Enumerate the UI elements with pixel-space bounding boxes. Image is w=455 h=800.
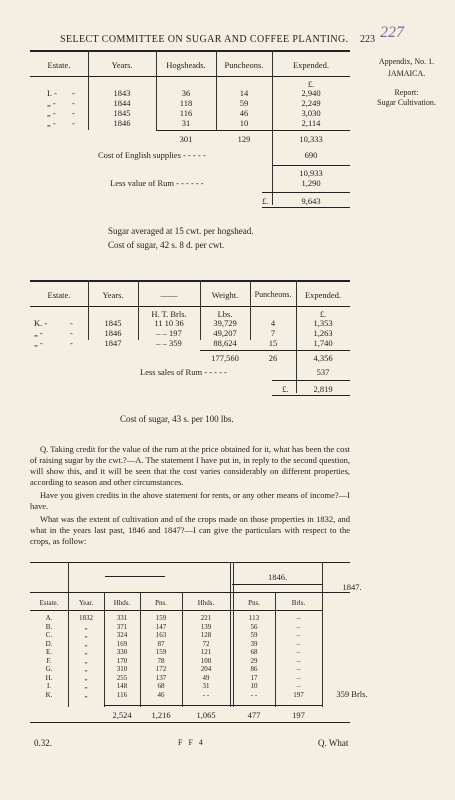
table-row-estate: „ -	[47, 108, 56, 118]
table-row-puncheons: 46	[239, 108, 249, 118]
table-row-year: 1846	[113, 118, 131, 128]
table-3-cell-estate: F.	[46, 656, 52, 665]
note-sugar-cost-2: Cost of sugar, 43 s. per 100 lbs.	[120, 414, 234, 424]
table-row-dash: -	[72, 118, 75, 128]
table-2-total-expended: 4,356	[313, 353, 333, 363]
table-2-header: Puncheons.	[254, 290, 292, 299]
table-3-header: Estate.	[39, 599, 59, 607]
table-1-header: Estate.	[47, 60, 71, 70]
table-3-cell-estate: K.	[45, 690, 53, 699]
subtotal-value: 10,933	[299, 168, 323, 178]
table-3-cell-brls-1846: –	[296, 673, 301, 682]
table-row-expended: 2,940	[301, 88, 321, 98]
rum-sales-label: Less sales of Rum - - - - -	[140, 367, 227, 377]
table-row-expended: 1,263	[313, 328, 333, 338]
table-3-dash-rule	[105, 576, 165, 577]
pound-sign: £.	[262, 196, 269, 206]
paragraph-question-2: Have you given credits in the above statement for rents, or any other means of income?—I have.	[30, 490, 350, 511]
note-sugar-average: Sugar averaged at 15 cwt. per hogshead.	[108, 226, 254, 236]
table-1-top-rule	[30, 50, 350, 52]
table-row-hogsheads: 36	[181, 88, 191, 98]
table-3-cell-hhds-1846: 100	[200, 656, 212, 665]
table-row-dash: -	[72, 98, 75, 108]
table-3-year-1847: 1847.	[342, 582, 362, 592]
table-row-weight: 39,729	[213, 318, 237, 328]
table-2-header: Expended.	[304, 290, 342, 300]
table-3-cell-hhds-1846: 31	[202, 682, 210, 690]
table-row-puncheons: 4	[270, 318, 276, 328]
table-row-htbrls: – – 359	[156, 338, 182, 348]
rum-sales-value: 537	[316, 367, 330, 377]
table-row-dash: -	[72, 108, 75, 118]
table-row-expended: 2,249	[301, 98, 321, 108]
table-2-header: Weight.	[211, 290, 239, 300]
table-3-cell-estate: B.	[45, 622, 53, 631]
table-3-cell-pns-1832: 137	[155, 673, 167, 682]
table-2-subheader: H. T. Brls.	[151, 309, 187, 319]
table-1-header: Expended.	[292, 60, 330, 70]
table-1-header: Hogsheads.	[166, 60, 206, 70]
table-1-unit: £.	[307, 79, 315, 89]
table-3-header: Hhds.	[197, 599, 215, 607]
table-3-cell-hhds-1832: 371	[116, 622, 128, 631]
table-3-header: Pns.	[155, 599, 167, 607]
paragraph-question-1: Q. Taking credit for the value of the rum at the price obtained for it, what has been the cost of raising sugar by the cwt.?—A. The statement I have put in, in reply to the second question, will show this, and it will be seen that the cost varies considerably on different properties, according to season and other circumstances.	[30, 444, 350, 487]
table-row-puncheons: 15	[268, 338, 278, 348]
table-3-cell-year: „	[84, 648, 88, 656]
table-row-dash: -	[70, 318, 73, 328]
table-3-cell-hhds-1832: 148	[116, 682, 128, 690]
running-header: SELECT COMMITTEE ON SUGAR AND COFFEE PLANTING.	[60, 34, 349, 45]
pound-sign: £.	[282, 384, 289, 394]
table-3-cell-year: „	[84, 690, 88, 699]
footer-catchword: Q. What	[318, 738, 349, 748]
table-3-subheader-rule	[30, 610, 322, 611]
table-3-cell-estate: E.	[45, 648, 53, 656]
subtotal-rule	[272, 165, 350, 166]
table-3-cell-year: „	[84, 656, 88, 665]
table-2-total-rule	[200, 350, 350, 351]
table-3-cell-brls-1846: –	[296, 622, 301, 631]
table-3-cell-brls-1846: –	[296, 682, 301, 690]
table-3-cell-pns-1832: 159	[155, 614, 167, 622]
table-3-cell-brls-1846: –	[296, 639, 301, 648]
table-row-year: 1846	[104, 328, 122, 338]
table-3-top-rule	[30, 562, 350, 563]
table-row-puncheons: 10	[239, 118, 249, 128]
table-3-cell-hhds-1846: - -	[202, 690, 210, 699]
table-3-cell-pns-1832: 87	[157, 639, 165, 648]
final-bottom-rule	[262, 207, 350, 208]
table-3-cell-hhds-1832: 255	[116, 673, 128, 682]
table-row-htbrls: 11 10 36	[154, 318, 184, 328]
table-2-header-rule	[30, 306, 350, 307]
table-3-cell-year: „	[84, 682, 88, 690]
table-3-year-1846: 1846.	[267, 572, 288, 582]
table-3-cell-pns-1846: 113	[248, 614, 260, 622]
table-3-header: Hhds.	[113, 599, 131, 607]
table-row-estate: „ -	[34, 328, 43, 338]
table-3-year-rule	[232, 584, 322, 585]
sidebar-appendix: Appendix, No. 1.	[378, 57, 435, 66]
table-3-cell-brls-1846: –	[296, 656, 301, 665]
note-sugar-cost: Cost of sugar, 42 s. 8 d. per cwt.	[108, 240, 225, 250]
handwritten-page-number: 227	[380, 24, 404, 41]
table-row-expended: 3,030	[301, 108, 321, 118]
final-rule	[272, 380, 350, 381]
table-3-cell-hhds-1846: 221	[200, 614, 212, 622]
table-3-cell-hhds-1832: 170	[116, 656, 128, 665]
final-bottom-rule	[272, 395, 350, 396]
table-row-dash: -	[70, 328, 73, 338]
table-1-total-puncheons: 129	[237, 134, 251, 144]
table-3-cell-pns-1832: 68	[157, 682, 165, 690]
table-row-estate: I. -	[47, 88, 57, 98]
sidebar-jamaica: JAMAICA.	[387, 69, 426, 78]
table-3-cell-hhds-1832: 116	[116, 690, 128, 699]
table-3-total: 1,065	[196, 710, 216, 720]
table-3-header: Year.	[78, 599, 94, 607]
table-row-expended: 1,740	[313, 338, 333, 348]
table-row-year: 1845	[113, 108, 131, 118]
table-row-hogsheads: 118	[179, 98, 193, 108]
table-1-header: Years.	[111, 60, 133, 70]
table-3-cell-hhds-1832: 310	[116, 665, 128, 673]
table-3-header: Pns.	[248, 599, 260, 607]
table-3-cell-hhds-1846: 204	[200, 665, 212, 673]
table-3-cell-pns-1832: 147	[155, 622, 167, 631]
table-3-cell-hhds-1832: 331	[116, 614, 128, 622]
footer-signature: F F 4	[178, 738, 205, 747]
table-3-cell-hhds-1846: 121	[200, 648, 212, 656]
table-3-cell-pns-1846: 29	[250, 656, 258, 665]
table-row-weight: 88,624	[213, 338, 237, 348]
table-row-estate: „ -	[34, 338, 43, 348]
rum-label: Less value of Rum - - - - - -	[110, 178, 204, 188]
table-3-cell-pns-1846: 59	[250, 631, 258, 639]
table-3-total: 197	[292, 710, 305, 720]
table-3-cell-hhds-1832: 169	[116, 639, 128, 648]
rum-value: 1,290	[301, 178, 321, 188]
table-row-puncheons: 7	[270, 328, 276, 338]
table-row-hogsheads: 31	[181, 118, 191, 128]
table-1-total-expended: 10,333	[299, 134, 323, 144]
table-row-puncheons: 14	[239, 88, 249, 98]
table-3-cell-estate: H.	[45, 673, 53, 682]
table-3-cell-year: „	[84, 665, 88, 673]
table-row-estate: „ -	[47, 118, 56, 128]
table-3-cell-pns-1846: 86	[250, 665, 258, 673]
table-3-k-1847: 359 Brls.	[336, 689, 368, 699]
table-row-year: 1845	[104, 318, 122, 328]
table-3-cell-hhds-1832: 330	[116, 648, 128, 656]
table-3-cell-pns-1846: 39	[250, 639, 258, 648]
table-3-cell-year: „	[84, 622, 88, 631]
table-3-cell-brls-1846: –	[296, 614, 301, 622]
table-3-cell-brls-1846: 197	[293, 690, 304, 699]
table-2-subheader: Lbs.	[217, 309, 233, 319]
table-3-cell-hhds-1846: 128	[200, 631, 212, 639]
table-2-header: Estate.	[47, 290, 71, 300]
final-rule	[262, 192, 350, 193]
table-3-cell-pns-1846: 68	[250, 648, 258, 656]
table-row-puncheons: 59	[239, 98, 249, 108]
table-row-weight: 49,207	[213, 328, 237, 338]
table-row-year: 1844	[113, 98, 131, 108]
table-3-header-rule	[30, 592, 350, 593]
table-row-expended: 1,353	[313, 318, 333, 328]
table-3-cell-pns-1832: 172	[155, 665, 167, 673]
table-3-cell-estate: D.	[45, 639, 53, 648]
table-3-cell-pns-1832: 159	[155, 648, 167, 656]
table-3-cell-pns-1846: 56	[250, 622, 258, 631]
table-3-cell-brls-1846: –	[296, 665, 301, 673]
table-row-htbrls: – – 197	[156, 328, 182, 338]
footer-left: 0.32.	[34, 738, 52, 748]
table-3-total: 2,524	[112, 710, 132, 720]
table-1-total-rule	[156, 130, 350, 131]
table-2-header: Years.	[102, 290, 124, 300]
table-2-header: ——	[160, 290, 178, 300]
table-1-header-rule	[30, 76, 350, 77]
table-3-cell-hhds-1846: 72	[202, 639, 210, 648]
table-3-cell-pns-1846: 10	[250, 682, 258, 690]
table-row-hogsheads: 116	[179, 108, 193, 118]
sidebar-report: Report:	[394, 88, 419, 97]
table-2-top-rule	[30, 280, 350, 282]
table-3-cell-estate: I.	[46, 682, 52, 690]
paragraph-question-3: What was the extent of cultivation and of the crops made on those properties in 1832, and what in the years last past, 1846 and 1847?—I can give the particulars with respect to the crops, as follow:	[30, 514, 350, 546]
table-2-subheader: £.	[319, 309, 327, 319]
table-3-cell-pns-1846: 17	[250, 673, 258, 682]
final-value: 9,643	[301, 196, 321, 206]
table-3-cell-brls-1846: –	[296, 648, 301, 656]
table-3-cell-year: „	[84, 639, 88, 648]
english-supplies-label: Cost of English supplies - - - - -	[98, 150, 206, 160]
table-3-cell-pns-1832: 46	[157, 690, 165, 699]
table-3-cell-estate: C.	[45, 631, 53, 639]
table-3-cell-hhds-1846: 139	[200, 622, 212, 631]
table-2-total-puncheons: 26	[268, 353, 278, 363]
table-3-cell-hhds-1832: 324	[116, 631, 128, 639]
table-row-year: 1847	[104, 338, 122, 348]
table-3-bottom-rule	[30, 722, 350, 723]
table-1-header: Puncheons.	[224, 60, 264, 70]
table-3-cell-hhds-1846: 49	[202, 673, 210, 682]
table-row-estate: K. -	[34, 318, 48, 328]
table-3-cell-estate: G.	[45, 665, 53, 673]
table-row-expended: 2,114	[301, 118, 321, 128]
table-3-total: 477	[247, 710, 261, 720]
sidebar-subject: Sugar Cultivation.	[377, 98, 436, 107]
english-supplies-value: 690	[304, 150, 318, 160]
table-3-cell-estate: A.	[45, 614, 53, 622]
final-value: 2,819	[313, 384, 333, 394]
table-row-year: 1843	[113, 88, 131, 98]
table-2-total-weight: 177,560	[211, 353, 239, 363]
table-3-cell-year: „	[84, 673, 88, 682]
table-3-cell-pns-1832: 163	[155, 631, 167, 639]
table-3-cell-year: „	[84, 631, 88, 639]
table-3-total: 1,216	[151, 710, 171, 720]
table-3-cell-pns-1846: - -	[250, 690, 258, 699]
table-row-estate: „ -	[47, 98, 56, 108]
table-3-total-rule	[104, 705, 322, 706]
table-3-vrule	[230, 562, 231, 707]
table-row-dash: -	[70, 338, 73, 348]
table-3-cell-year: 1832	[79, 614, 93, 622]
page-number: 223	[360, 34, 375, 45]
table-3-header: Brls.	[291, 599, 306, 607]
table-3-cell-pns-1832: 78	[157, 656, 165, 665]
table-row-dash: -	[72, 88, 75, 98]
table-1-total-hogsheads: 301	[179, 134, 193, 144]
table-3-cell-brls-1846: –	[296, 631, 301, 639]
